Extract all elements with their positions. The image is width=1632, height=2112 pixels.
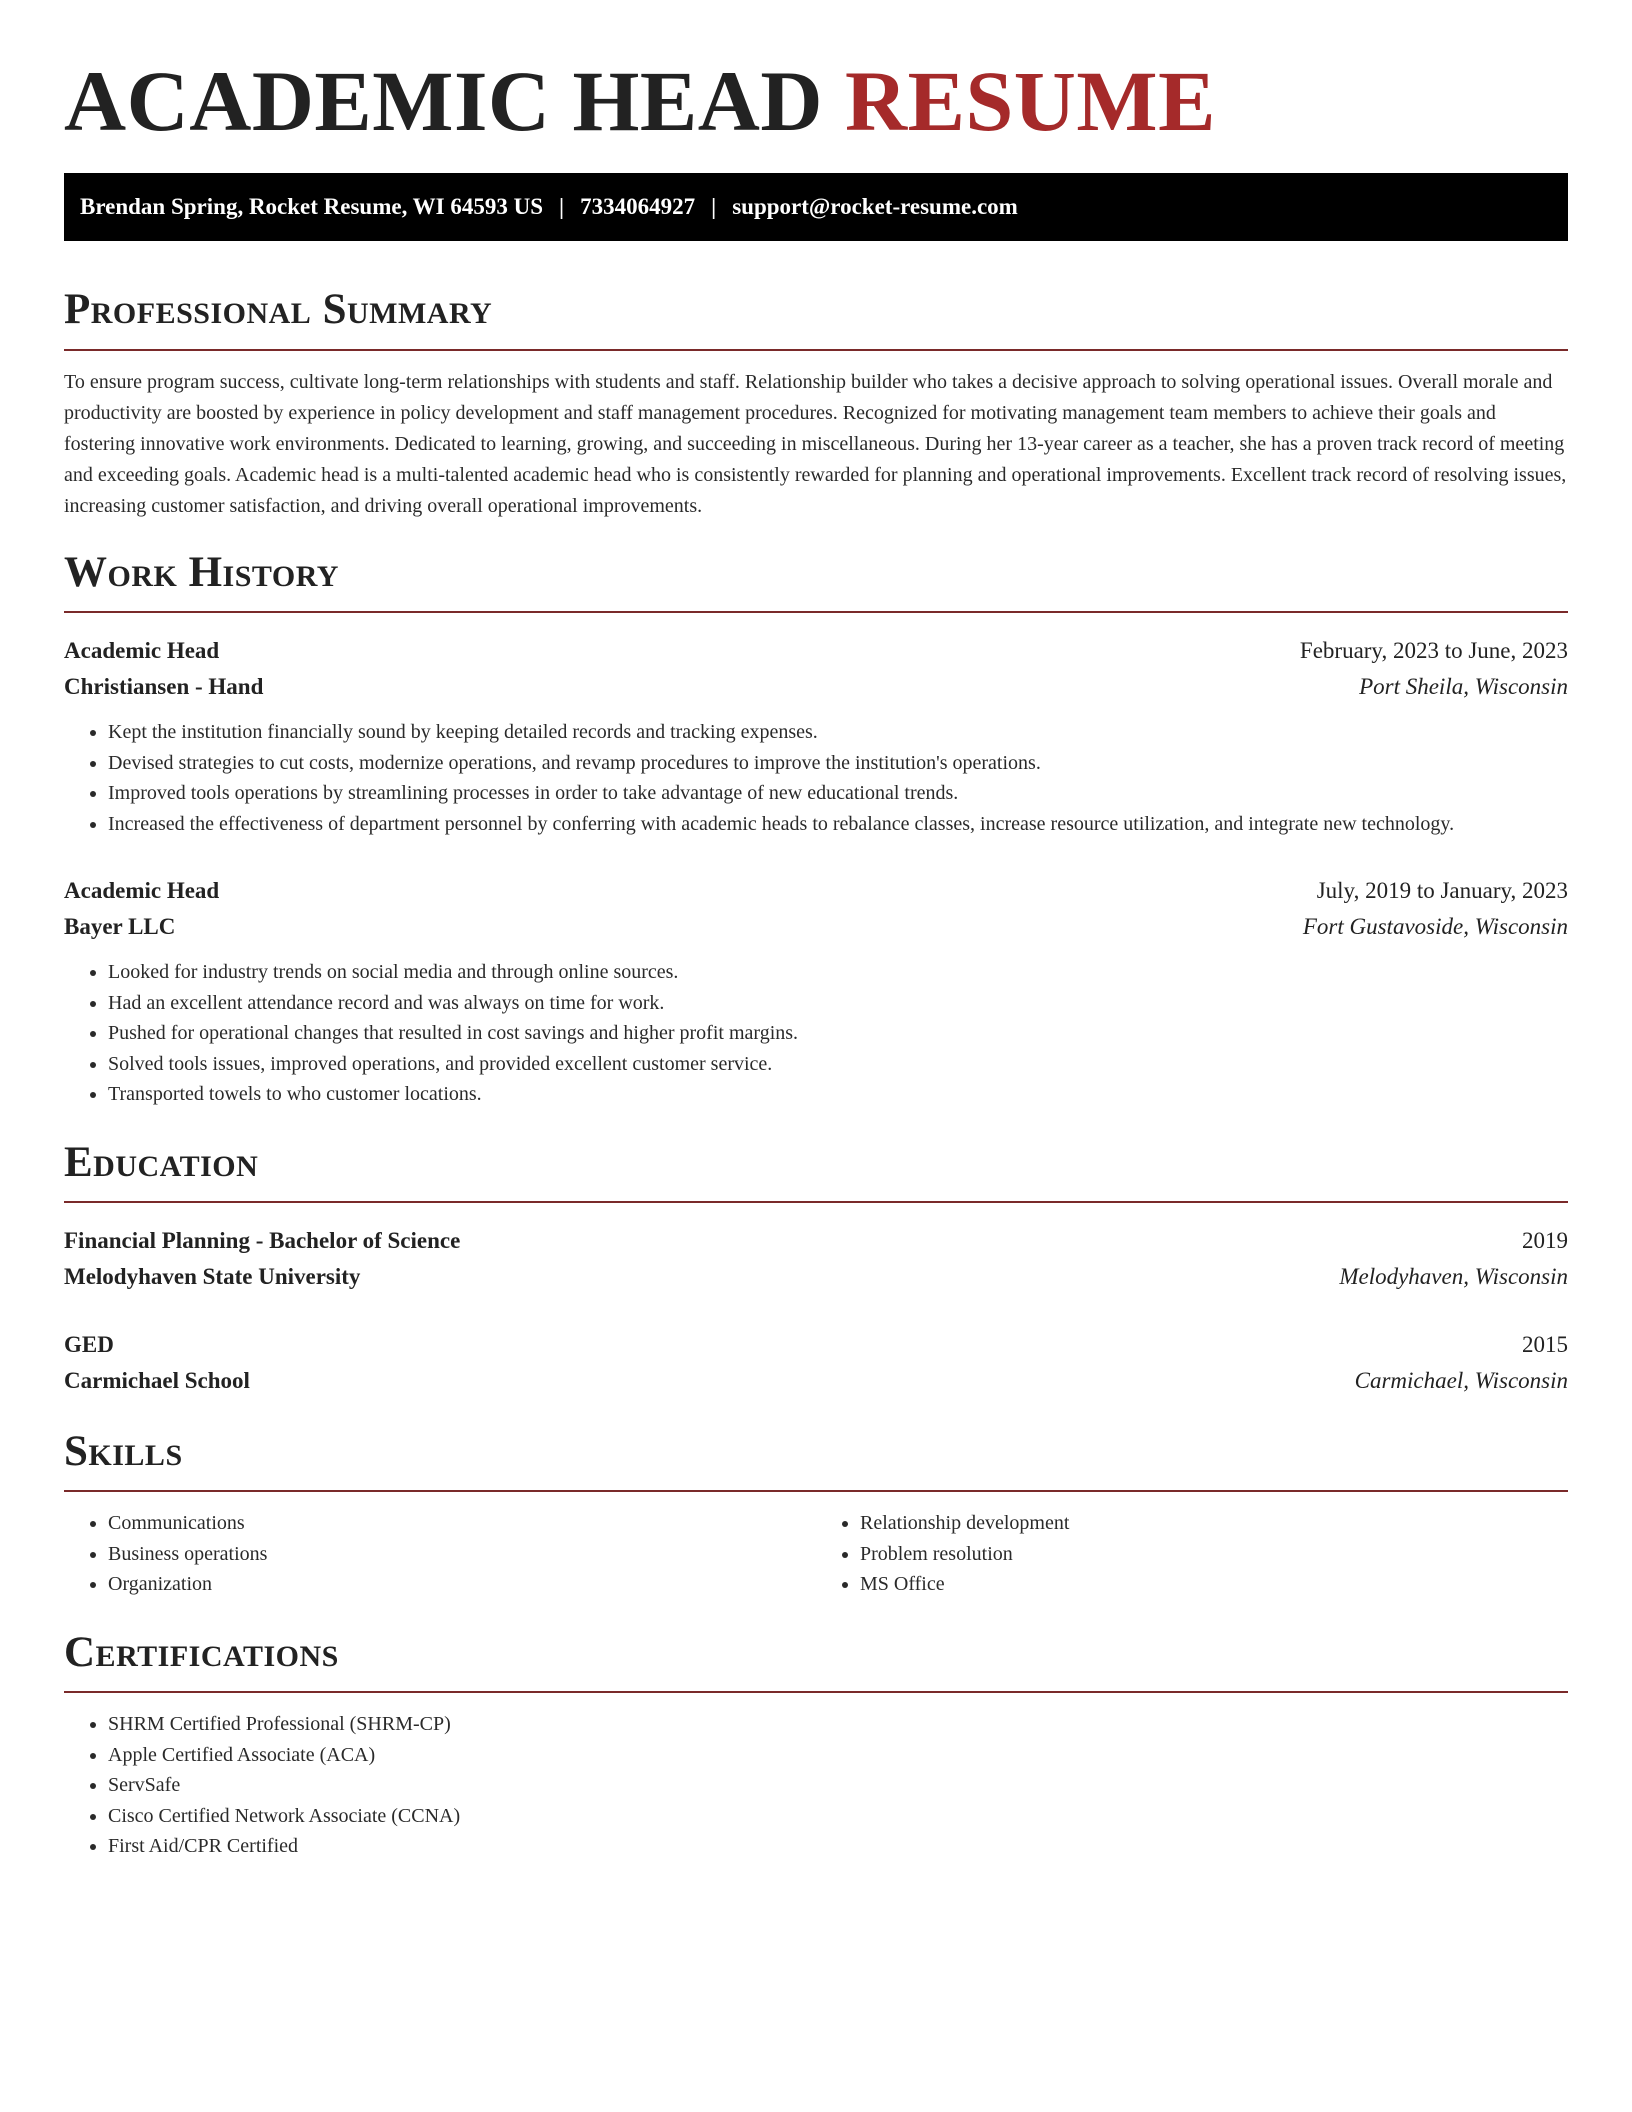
skill-item: • Organization	[108, 1569, 816, 1600]
skills-grid	[64, 1508, 1568, 1600]
skill-item: • Business operations	[108, 1539, 816, 1570]
section-heading-certifications: Certifications	[64, 1628, 339, 1676]
contact-separator: |	[559, 194, 565, 220]
section-divider	[64, 1691, 1568, 1693]
skills-list-right	[816, 1508, 1568, 1600]
job-title: Academic Head	[64, 878, 220, 904]
education-degree: GED	[64, 1332, 114, 1357]
skill-item: • Communications	[108, 1508, 816, 1539]
summary-text: To ensure program success, cultivate long-term relationships with students and staff. Relationship builder who takes a decisive approach to solving operational issues. Overall morale and productivity are boosted by experience in policy development and staff management procedures. Recognized for motivating management team members to achieve their goals and fostering innovative work environments. Dedicated to learning, growing, and succeeding in miscellaneous. During her 13-year career as a teacher, she has a proven track record of meeting and exceeding goals. Academic head is a multi-talented academic head who is consistently rewarded for planning and operational improvements. Excellent track record of resolving issues, increasing customer satisfaction, and driving overall operational improvements.	[64, 370, 1567, 517]
education-school: Carmichael School	[64, 1368, 250, 1393]
education-degree: Financial Planning - Bachelor of Science	[64, 1228, 461, 1253]
education-location: Melodyhaven, Wisconsin	[1339, 1264, 1568, 1289]
job-dates: July, 2019 to January, 2023	[1316, 878, 1568, 904]
section-divider	[64, 1201, 1568, 1203]
certifications-section	[64, 1628, 1568, 1862]
job-bullet: • Solved tools issues, improved operations, and provided excellent customer service.	[108, 1049, 1568, 1080]
job-entry	[64, 873, 1568, 1110]
skills-section	[64, 1427, 1568, 1600]
skill-item: • Relationship development	[860, 1508, 1568, 1539]
resume-title	[64, 50, 1568, 153]
skill-item: • MS Office	[860, 1569, 1568, 1600]
section-divider	[64, 1490, 1568, 1492]
job-bullet: • Looked for industry trends on social media and through online sources.	[108, 957, 1568, 988]
job-entry	[64, 633, 1568, 839]
education-location: Carmichael, Wisconsin	[1354, 1368, 1568, 1393]
job-bullets	[64, 957, 1568, 1110]
contact-address: Brendan Spring, Rocket Resume, WI 64593 US	[80, 194, 544, 220]
job-location: Fort Gustavoside, Wisconsin	[1302, 914, 1568, 940]
education-entry	[64, 1223, 1568, 1295]
section-divider	[64, 349, 1568, 351]
certification-item: • ServSafe	[108, 1770, 1568, 1801]
section-heading-summary: Professional Summary	[64, 286, 493, 334]
education-year: 2019	[1522, 1228, 1568, 1253]
job-bullet: • Devised strategies to cut costs, modernize operations, and revamp procedures to improve the institution's operations.	[108, 748, 1568, 779]
certifications-list	[64, 1709, 1568, 1862]
certification-item: • SHRM Certified Professional (SHRM-CP)	[108, 1709, 1568, 1740]
work-history-section	[64, 548, 1568, 1110]
job-bullet: • Improved tools operations by streamlining processes in order to take advantage of new educational trends.	[108, 778, 1568, 809]
job-bullets	[64, 717, 1568, 839]
job-bullet: • Pushed for operational changes that resulted in cost savings and higher profit margins.	[108, 1018, 1568, 1049]
job-bullet: • Increased the effectiveness of department personnel by conferring with academic heads to rebalance classes, increase resource utilization, and integrate new technology.	[108, 809, 1568, 840]
education-school: Melodyhaven State University	[64, 1264, 361, 1289]
contact-email: support@rocket-resume.com	[732, 194, 1018, 220]
certification-item: • First Aid/CPR Certified	[108, 1831, 1568, 1862]
job-location: Port Sheila, Wisconsin	[1359, 674, 1568, 700]
education-year: 2015	[1522, 1332, 1568, 1357]
summary-section	[64, 285, 1568, 521]
job-bullet: • Kept the institution financially sound by keeping detailed records and tracking expenses.	[108, 717, 1568, 748]
education-entry	[64, 1327, 1568, 1399]
job-company: Bayer LLC	[64, 914, 176, 940]
contact-bar	[64, 173, 1568, 241]
skill-item: • Problem resolution	[860, 1539, 1568, 1570]
section-divider	[64, 611, 1568, 613]
contact-phone: 7334064927	[580, 194, 696, 220]
contact-separator: |	[711, 194, 717, 220]
title-main: ACADEMIC HEAD	[64, 53, 823, 149]
certification-item: • Apple Certified Associate (ACA)	[108, 1740, 1568, 1771]
job-company: Christiansen - Hand	[64, 674, 264, 700]
education-section	[64, 1138, 1568, 1399]
section-heading-skills: Skills	[64, 1428, 183, 1475]
job-dates: February, 2023 to June, 2023	[1299, 638, 1568, 664]
job-bullet: • Transported towels to who customer locations.	[108, 1079, 1568, 1110]
job-title: Academic Head	[64, 638, 220, 664]
title-accent: RESUME	[845, 53, 1216, 149]
section-heading-work-history: Work History	[64, 548, 339, 596]
job-bullet: • Had an excellent attendance record and was always on time for work.	[108, 988, 1568, 1019]
skills-list-left	[64, 1508, 816, 1600]
section-heading-education: Education	[64, 1138, 259, 1186]
certification-item: • Cisco Certified Network Associate (CCNA)	[108, 1801, 1568, 1832]
